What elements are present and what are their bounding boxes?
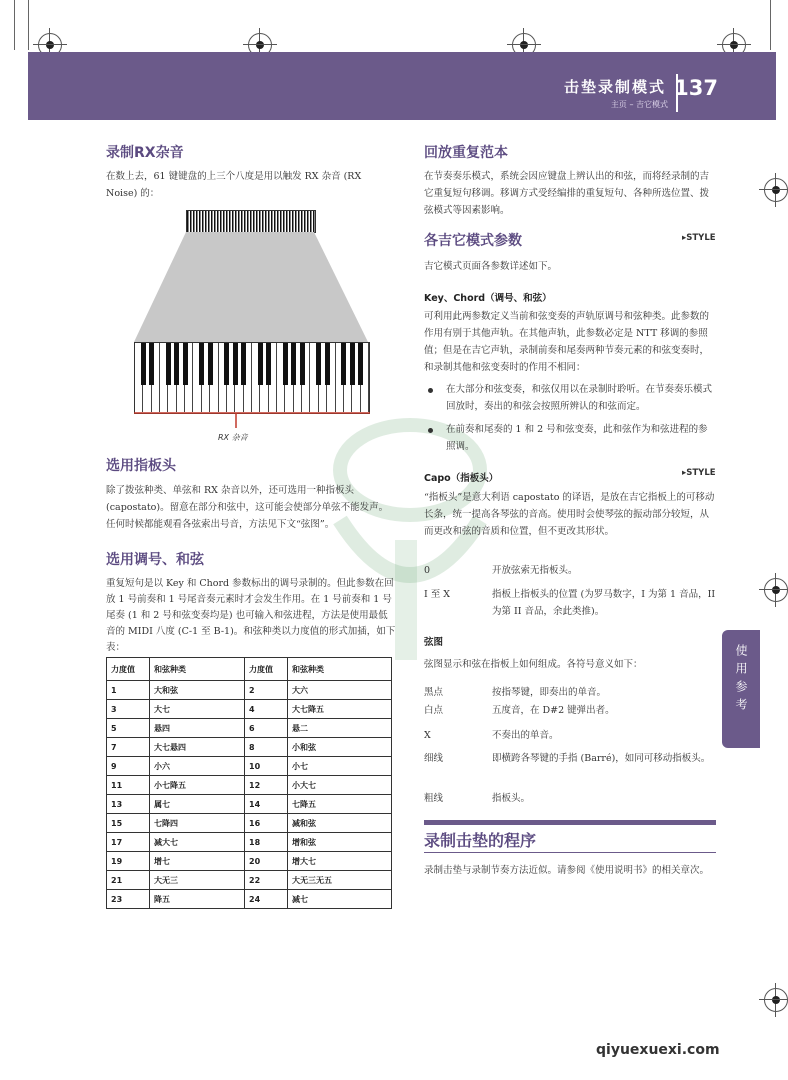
black-key xyxy=(183,343,188,385)
diagram-symbol: 细线 xyxy=(424,753,444,764)
table-cell: 降五 xyxy=(150,890,245,909)
section-text-playback: 在节奏奏乐模式，系统会因应键盘上辨认出的和弦，而将经录制的吉它重复短句移调。移调方式受经编排的重复短句、各种所选位置、拨弦模式等因素影响。 xyxy=(424,171,710,216)
capo-value-0: 0 xyxy=(424,565,431,576)
table-cell: 20 xyxy=(245,852,288,871)
table-cell: 小大七 xyxy=(288,776,392,795)
page-number: 137 xyxy=(674,76,718,100)
table-cell: 增大七 xyxy=(288,852,392,871)
table-cell: 属七 xyxy=(150,795,245,814)
table-row xyxy=(107,871,392,890)
keyboard-zoom-trapezoid xyxy=(130,232,372,344)
table-cell: 6 xyxy=(245,719,288,738)
black-key xyxy=(325,343,330,385)
rx-noise-label: RX 杂音 xyxy=(218,433,248,442)
section-text-key-chord: 重复短句是以 Key 和 Chord 参数标出的调号录制的。但此参数在回放 1 号前奏和 1 号尾音奏元素时才会发生作用。在 1 号前奏和 1 号尾奏 (1 和 2 号和弦变奏均是) 也可输入和弦进程，方法是使用最低音的 MIDI 八度 (C-1 至 B-1)。和弦种类以力度值的形式加插，如下表： xyxy=(106,578,396,653)
table-cell: 11 xyxy=(107,776,150,795)
black-key xyxy=(291,343,296,385)
section-title-capo: 选用指板头 xyxy=(106,458,176,474)
column-header: 和弦种类 xyxy=(150,658,245,681)
table-cell: 24 xyxy=(245,890,288,909)
diagram-symbol: 粗线 xyxy=(424,793,444,804)
style-tag: ▸STYLE xyxy=(682,233,716,243)
section-text-rx-noise: 在数上去，61 键键盘的上三个八度是用以触发 RX 杂音 (RX Noise) 的： xyxy=(106,171,362,199)
param-text-capo: “指板头”是意大利语 capostato 的译语，是放在吉它指板上的可移动长条，统一提高各琴弦的音高。使用时会使琴弦的振动部分较短，从而更改和弦的音质和位置，但不更改其形状。 xyxy=(424,492,715,537)
column-header: 力度值 xyxy=(107,658,150,681)
table-row xyxy=(107,757,392,776)
section-underline xyxy=(424,852,716,853)
table-cell: 8 xyxy=(245,738,288,757)
black-key xyxy=(283,343,288,385)
bullet-dot xyxy=(428,428,433,433)
param-text-diagram: 弦图显示和弦在指板上如何组成。各符号意义如下： xyxy=(424,659,643,670)
bullet-text-2: 在前奏和尾奏的 1 和 2 号和弦变奏，此和弦作为和弦进程的参照调。 xyxy=(446,424,708,452)
param-title-diagram: 弦图 xyxy=(424,637,444,648)
site-url: qiyuexuexi.com xyxy=(596,1042,720,1058)
table-cell: 大无三无五 xyxy=(288,871,392,890)
table-cell: 18 xyxy=(245,833,288,852)
section-title-recording-procedure: 录制击垫的程序 xyxy=(424,831,537,850)
table-cell: 增七 xyxy=(150,852,245,871)
black-key xyxy=(350,343,355,385)
registration-mark-right-middle xyxy=(764,578,788,602)
section-text-capo: 除了拨弦种类、单弦和 RX 杂音以外，还可选用一种指板头 (capostato)。留意在部分和弦中，这可能会使部分单弦不能发声。任何时候都能观看各弦索出号音，方法见下文“弦图”。 xyxy=(106,485,389,530)
black-key xyxy=(258,343,263,385)
section-text-recording-procedure: 录制击垫与录制节奏方法近似。请参阅《使用说明书》的相关章次。 xyxy=(424,865,710,876)
diagram-symbol-desc: 指板头。 xyxy=(492,793,531,804)
black-key xyxy=(149,343,154,385)
table-cell: 小七降五 xyxy=(150,776,245,795)
table-cell: 大六 xyxy=(288,681,392,700)
black-key xyxy=(241,343,246,385)
table-cell: 增和弦 xyxy=(288,833,392,852)
table-cell: 悬四 xyxy=(150,719,245,738)
table-row xyxy=(107,814,392,833)
table-cell: 5 xyxy=(107,719,150,738)
section-title-key-chord: 选用调号、和弦 xyxy=(106,552,204,568)
black-key xyxy=(341,343,346,385)
capo-desc-1: 指板上指板头的位置 (为罗马数字，I 为第 1 音品，II 为第 II 音品，余此类推)。 xyxy=(492,589,716,617)
black-key xyxy=(174,343,179,385)
black-key xyxy=(141,343,146,385)
table-row xyxy=(107,776,392,795)
table-cell: 7 xyxy=(107,738,150,757)
table-row xyxy=(107,719,392,738)
black-key xyxy=(316,343,321,385)
page-header-band xyxy=(28,52,776,120)
section-title-rx-noise: 录制RX杂音 xyxy=(106,145,184,161)
table-cell: 22 xyxy=(245,871,288,890)
table-cell: 大七悬四 xyxy=(150,738,245,757)
column-header: 力度值 xyxy=(245,658,288,681)
keyboard-small-illustration xyxy=(186,210,316,233)
table-cell: 14 xyxy=(245,795,288,814)
param-text-key-chord: 可利用此两参数定义当前和弦变奏的声轨原调号和弦种类。此参数的作用有别于其他声轨。在其他声轨，此参数必定是 NTT 移调的参照值；但是在吉它声轨，录制前奏和尾奏两种节奏元素的和弦变奏时，和录制其他和弦变奏时的作用不相同： xyxy=(424,311,710,373)
table-cell: 10 xyxy=(245,757,288,776)
table-header-row xyxy=(107,658,392,681)
diagram-symbol-desc: 按指琴键，即奏出的单音。 xyxy=(492,687,607,698)
table-cell: 七降四 xyxy=(150,814,245,833)
style-tag: ▸STYLE xyxy=(682,468,716,478)
table-cell: 2 xyxy=(245,681,288,700)
keyboard-large-illustration xyxy=(134,342,370,414)
diagram-symbol: X xyxy=(424,730,431,741)
section-text-guitar-params: 吉它模式页面各参数详述如下。 xyxy=(424,261,558,272)
bullet-text-1: 在大部分和弦变奏，和弦仅用以在录制时聆听。在节奏奏乐模式回放时，奏出的和弦会按照所辨认的和弦而定。 xyxy=(446,384,713,412)
table-cell: 小和弦 xyxy=(288,738,392,757)
table-cell: 21 xyxy=(107,871,150,890)
crop-line xyxy=(770,0,771,50)
table-row xyxy=(107,738,392,757)
table-cell: 9 xyxy=(107,757,150,776)
table-cell: 3 xyxy=(107,700,150,719)
table-row xyxy=(107,833,392,852)
diagram-symbol-desc: 即横跨各琴键的手指 (Barré)，如同可移动指板头。 xyxy=(492,753,711,764)
table-cell: 减大七 xyxy=(150,833,245,852)
table-cell: 七降五 xyxy=(288,795,392,814)
black-key xyxy=(233,343,238,385)
site-watermark xyxy=(596,1042,720,1058)
table-cell: 12 xyxy=(245,776,288,795)
table-cell: 16 xyxy=(245,814,288,833)
column-header: 和弦种类 xyxy=(288,658,392,681)
section-title-guitar-params: 各吉它模式参数 xyxy=(424,233,522,249)
table-cell: 15 xyxy=(107,814,150,833)
table-cell: 大和弦 xyxy=(150,681,245,700)
diagram-symbol: 黑点 xyxy=(424,687,444,698)
side-tab-reference[interactable] xyxy=(722,630,760,748)
table-cell: 悬二 xyxy=(288,719,392,738)
chord-velocity-table xyxy=(106,657,392,909)
table-row xyxy=(107,700,392,719)
registration-mark-right-lower xyxy=(764,988,788,1012)
black-key xyxy=(166,343,171,385)
black-key xyxy=(266,343,271,385)
capo-value-1: I 至 X xyxy=(424,589,451,600)
chapter-subtitle: 主页 – 吉它模式 xyxy=(610,100,668,109)
param-title-key-chord: Key、Chord（调号、和弦） xyxy=(424,293,552,304)
table-cell: 大七降五 xyxy=(288,700,392,719)
black-key xyxy=(224,343,229,385)
diagram-symbol-desc: 五度音，在 D#2 键弹出者。 xyxy=(492,705,615,716)
black-key xyxy=(358,343,363,385)
table-cell: 19 xyxy=(107,852,150,871)
black-key xyxy=(199,343,204,385)
rx-range-bracket xyxy=(134,408,370,432)
table-cell: 17 xyxy=(107,833,150,852)
table-cell: 13 xyxy=(107,795,150,814)
registration-mark-right-upper xyxy=(764,178,788,202)
table-row xyxy=(107,681,392,700)
bullet-dot xyxy=(428,388,433,393)
side-tab-label: 使用参考 xyxy=(734,644,748,716)
table-cell: 小七 xyxy=(288,757,392,776)
section-title-playback: 回放重复范本 xyxy=(424,145,508,161)
table-row xyxy=(107,890,392,909)
table-cell: 1 xyxy=(107,681,150,700)
table-cell: 减和弦 xyxy=(288,814,392,833)
table-cell: 大无三 xyxy=(150,871,245,890)
crop-line xyxy=(28,0,29,50)
capo-desc-0: 开放弦索无指板头。 xyxy=(492,565,578,576)
table-row xyxy=(107,852,392,871)
table-cell: 4 xyxy=(245,700,288,719)
diagram-symbol: 白点 xyxy=(424,705,444,716)
table-cell: 减七 xyxy=(288,890,392,909)
table-cell: 大七 xyxy=(150,700,245,719)
black-key xyxy=(300,343,305,385)
param-title-capo: Capo（指板头） xyxy=(424,473,499,484)
diagram-symbol-desc: 不奏出的单音。 xyxy=(492,730,559,741)
table-row xyxy=(107,795,392,814)
section-bar xyxy=(424,820,716,825)
table-cell: 23 xyxy=(107,890,150,909)
black-key xyxy=(208,343,213,385)
crop-line xyxy=(14,0,15,50)
table-cell: 小六 xyxy=(150,757,245,776)
chapter-title: 击垫录制模式 xyxy=(563,78,666,96)
